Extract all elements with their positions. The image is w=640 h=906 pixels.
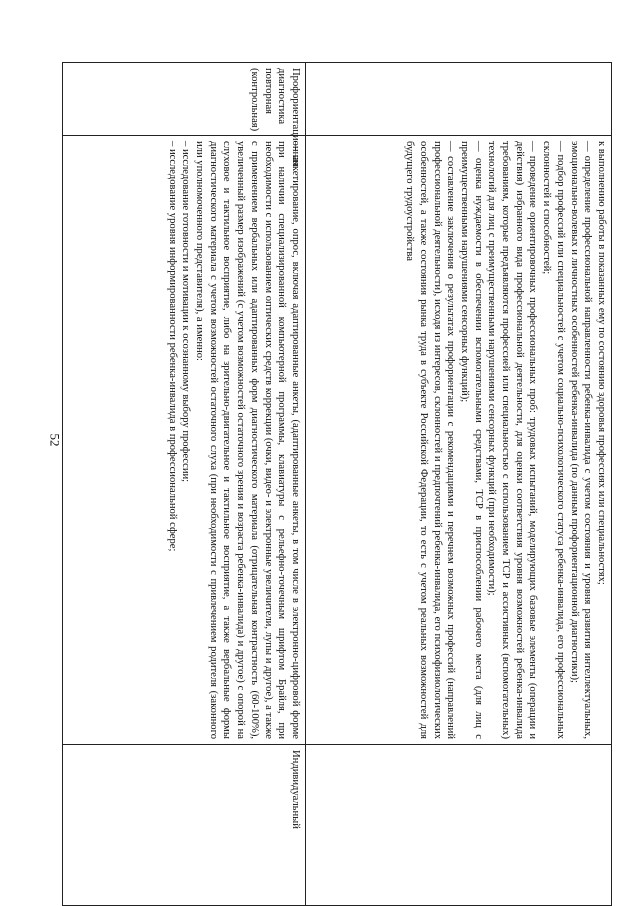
content-paragraph: к выполнению работы в показанных ему по состоянию здоровья профессиях или специальностях;: [596, 141, 607, 585]
table-row: [306, 63, 612, 906]
page-number: 52: [47, 433, 63, 447]
content-cell: [306, 136, 612, 745]
content-cell: [63, 136, 306, 745]
methods-table: [62, 62, 612, 906]
content-paragraph: — проведение ориентировочных профессиональных проб: трудовых испытаний, моделирующих базовые элементы (операции и действия) избранного вида профессиональной деятельности, для оценки соответствия уровня возможностей ребенка-инвалида требованиям, которые предъявляются профессией или специальностью с использованием ТСР и ассистивных (вспомогательных) технологий для лиц с преимущественными нарушениями сенсорных функций (при необходимости);: [486, 141, 539, 739]
rotated-page: [62, 62, 612, 892]
stage-cell: Профориентационная диагностика повторная (контрольная): [63, 63, 306, 136]
list-item: – исследование уровня информированности ребенка-инвалида в профессиональной сфере;: [166, 141, 178, 552]
stage-cell: [306, 63, 612, 136]
form-cell: Индивидуальный: [63, 745, 306, 906]
content-paragraph: — составление заключения о результатах профориентации с рекомендациями и перечнем возможных профессий (направлений профессиональной деятельности), исходя из интересов, склонностей и предпочтений ребенка-инвалида, его психофизиологических особенностей, а также состояния рынка труда в субъекте Российской Федерации, то есть с учетом реальных возможностей для будущего трудоустройства: [404, 141, 457, 739]
content-paragraph: — анкетирование, опрос, включая адаптированные анкеты, (адаптированные анкеты, в том числе в электронно-цифровой форме при наличии специализированной компьютерной программы, клавиатуры с рельефно-точечным шрифтом Брайля, при необходимости с использованием оптических средств коррекции (очки, видео- и электронные увеличители, лупы и другое), а также с применением вербальных или адаптированных форм диагностического материала (отрицательная контрастность (60-100%), увеличенный размер изображений (с учетом возможностей остаточного зрения и возраста ребенка-инвалида) и другое) с опорой на слуховое и тактильное восприятие, либо на зрительно-двигательное и тактильное восприятие, а также вербальные формы диагностического материала с учетом возможностей остаточного слуха (при необходимости с привлечением родителя (законного или уполномоченного представителя), а именно:: [194, 141, 301, 739]
form-cell: [306, 745, 612, 906]
content-paragraph: — оценка нуждаемости в обеспечении вспомогательными средствами, ТСР в приспособлении рабочего места (для лиц с преимущественными нарушениями сенсорных функций);: [458, 141, 484, 739]
list-item: – исследование готовности и мотивации к осознанному выбору профессии;: [180, 141, 192, 483]
table-row: [63, 63, 306, 906]
content-paragraph: — подбор профессий или специальностей с учетом социально-психологического статуса ребенка-инвалида, его профессиональных склонностей и способностей;: [541, 141, 566, 739]
content-paragraph: — определение профессиональной направленности ребенка-инвалида с учетом состояния и уровня развития интеллектуальных, эмоционально-волевых и личностных особенностей ребенка-инвалида (по данным профориентационной диагностики);: [568, 141, 594, 739]
